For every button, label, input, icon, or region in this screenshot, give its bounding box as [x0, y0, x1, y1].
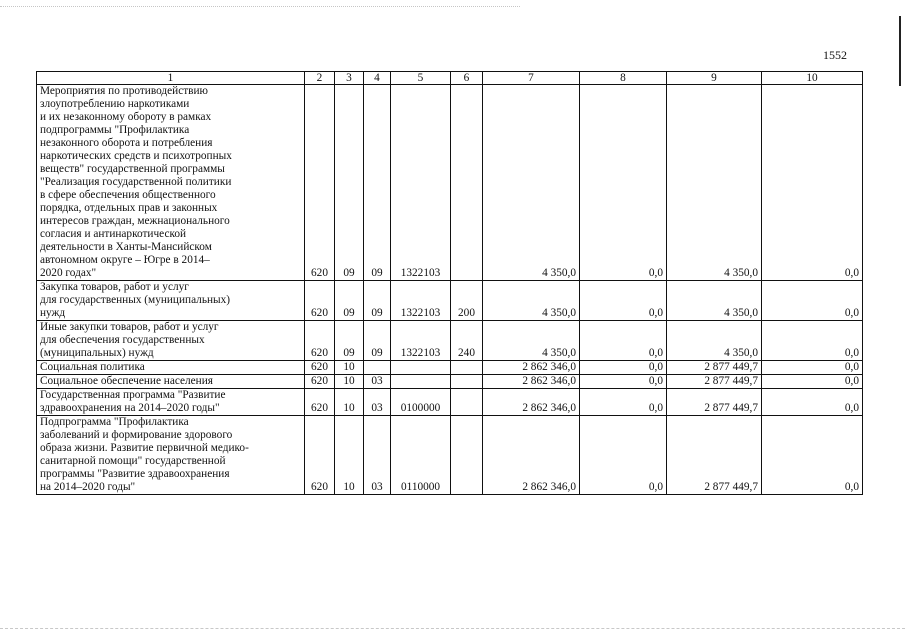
cell-col8: 0,0	[580, 281, 667, 321]
row-name: Социальная политика	[37, 361, 305, 375]
cell-col6	[451, 85, 483, 281]
cell-col6	[451, 416, 483, 495]
cell-col3: 09	[335, 281, 364, 321]
cell-col9: 2 877 449,7	[667, 361, 762, 375]
cell-col10: 0,0	[762, 416, 863, 495]
cell-col5	[391, 361, 451, 375]
cell-col8: 0,0	[580, 375, 667, 389]
cell-col8: 0,0	[580, 389, 667, 416]
cell-col6	[451, 361, 483, 375]
cell-col10: 0,0	[762, 281, 863, 321]
table-row	[37, 389, 863, 416]
row-name: Иные закупки товаров, работ и услуг для обеспечения государственных (муниципальных) нужд	[37, 321, 305, 361]
cell-col10: 0,0	[762, 375, 863, 389]
cell-col8: 0,0	[580, 321, 667, 361]
cell-col5: 1322103	[391, 321, 451, 361]
header-cell-9: 9	[667, 72, 762, 85]
cell-col4: 09	[364, 85, 391, 281]
table-header-row	[37, 72, 863, 85]
cell-col9: 4 350,0	[667, 85, 762, 281]
table-row	[37, 416, 863, 495]
cell-col8: 0,0	[580, 361, 667, 375]
table-row	[37, 361, 863, 375]
cell-col2: 620	[305, 389, 335, 416]
cell-col4: 09	[364, 321, 391, 361]
header-cell-1: 1	[37, 72, 305, 85]
scan-artifact-right-edge	[899, 16, 901, 86]
cell-col6: 200	[451, 281, 483, 321]
scan-artifact-top	[0, 0, 520, 7]
cell-col7: 4 350,0	[483, 281, 580, 321]
header-cell-10: 10	[762, 72, 863, 85]
cell-col2: 620	[305, 281, 335, 321]
row-name: Закупка товаров, работ и услуг для государственных (муниципальных) нужд	[37, 281, 305, 321]
cell-col10: 0,0	[762, 321, 863, 361]
table-row	[37, 85, 863, 281]
cell-col3: 09	[335, 85, 364, 281]
cell-col2: 620	[305, 416, 335, 495]
cell-col4: 03	[364, 375, 391, 389]
header-cell-6: 6	[451, 72, 483, 85]
cell-col9: 2 877 449,7	[667, 375, 762, 389]
cell-col8: 0,0	[580, 85, 667, 281]
cell-col7: 4 350,0	[483, 85, 580, 281]
cell-col2: 620	[305, 361, 335, 375]
header-cell-5: 5	[391, 72, 451, 85]
header-cell-2: 2	[305, 72, 335, 85]
cell-col10: 0,0	[762, 361, 863, 375]
cell-col5: 0100000	[391, 389, 451, 416]
cell-col3: 09	[335, 321, 364, 361]
cell-col8: 0,0	[580, 416, 667, 495]
cell-col3: 10	[335, 416, 364, 495]
cell-col9: 4 350,0	[667, 281, 762, 321]
cell-col4: 03	[364, 416, 391, 495]
cell-col3: 10	[335, 389, 364, 416]
row-name: Подпрограмма "Профилактика заболеваний и формирование здорового образа жизни. Развитие первичной медико- санитарной помощи" государственной программы "Развитие здравоохранения на 2014–2020 годы"	[37, 416, 305, 495]
row-name: Государственная программа "Развитие здравоохранения на 2014–2020 годы"	[37, 389, 305, 416]
cell-col7: 2 862 346,0	[483, 361, 580, 375]
budget-table	[36, 71, 863, 495]
cell-col9: 2 877 449,7	[667, 416, 762, 495]
cell-col7: 4 350,0	[483, 321, 580, 361]
cell-col10: 0,0	[762, 85, 863, 281]
cell-col7: 2 862 346,0	[483, 389, 580, 416]
page-number: 1552	[823, 48, 847, 62]
cell-col5: 1322103	[391, 85, 451, 281]
cell-col2: 620	[305, 85, 335, 281]
table-row	[37, 281, 863, 321]
cell-col3: 10	[335, 375, 364, 389]
cell-col4: 09	[364, 281, 391, 321]
cell-col4: 03	[364, 389, 391, 416]
header-cell-4: 4	[364, 72, 391, 85]
cell-col7: 2 862 346,0	[483, 416, 580, 495]
cell-col6: 240	[451, 321, 483, 361]
header-cell-7: 7	[483, 72, 580, 85]
header-cell-8: 8	[580, 72, 667, 85]
cell-col9: 2 877 449,7	[667, 389, 762, 416]
cell-col4	[364, 361, 391, 375]
cell-col5: 0110000	[391, 416, 451, 495]
cell-col3: 10	[335, 361, 364, 375]
table-row	[37, 321, 863, 361]
table-row	[37, 375, 863, 389]
cell-col5: 1322103	[391, 281, 451, 321]
cell-col2: 620	[305, 321, 335, 361]
cell-col6	[451, 375, 483, 389]
cell-col7: 2 862 346,0	[483, 375, 580, 389]
cell-col10: 0,0	[762, 389, 863, 416]
cell-col2: 620	[305, 375, 335, 389]
cell-col6	[451, 389, 483, 416]
scan-artifact-bottom	[0, 628, 905, 630]
header-cell-3: 3	[335, 72, 364, 85]
row-name: Социальное обеспечение населения	[37, 375, 305, 389]
cell-col5	[391, 375, 451, 389]
cell-col9: 4 350,0	[667, 321, 762, 361]
row-name: Мероприятия по противодействию злоупотреблению наркотиками и их незаконному обороту в рамках подпрограммы "Профилактика незаконного оборота и потребления наркотических средств и психотропных веществ" государственной программы "Реализация государственной политики в сфере обеспечения общественного порядка, отдельных прав и законных интересов граждан, межнационального согласия и антинаркотической деятельности в Ханты-Мансийском автономном округе – Югре в 2014– 2020 годах"	[37, 85, 305, 281]
